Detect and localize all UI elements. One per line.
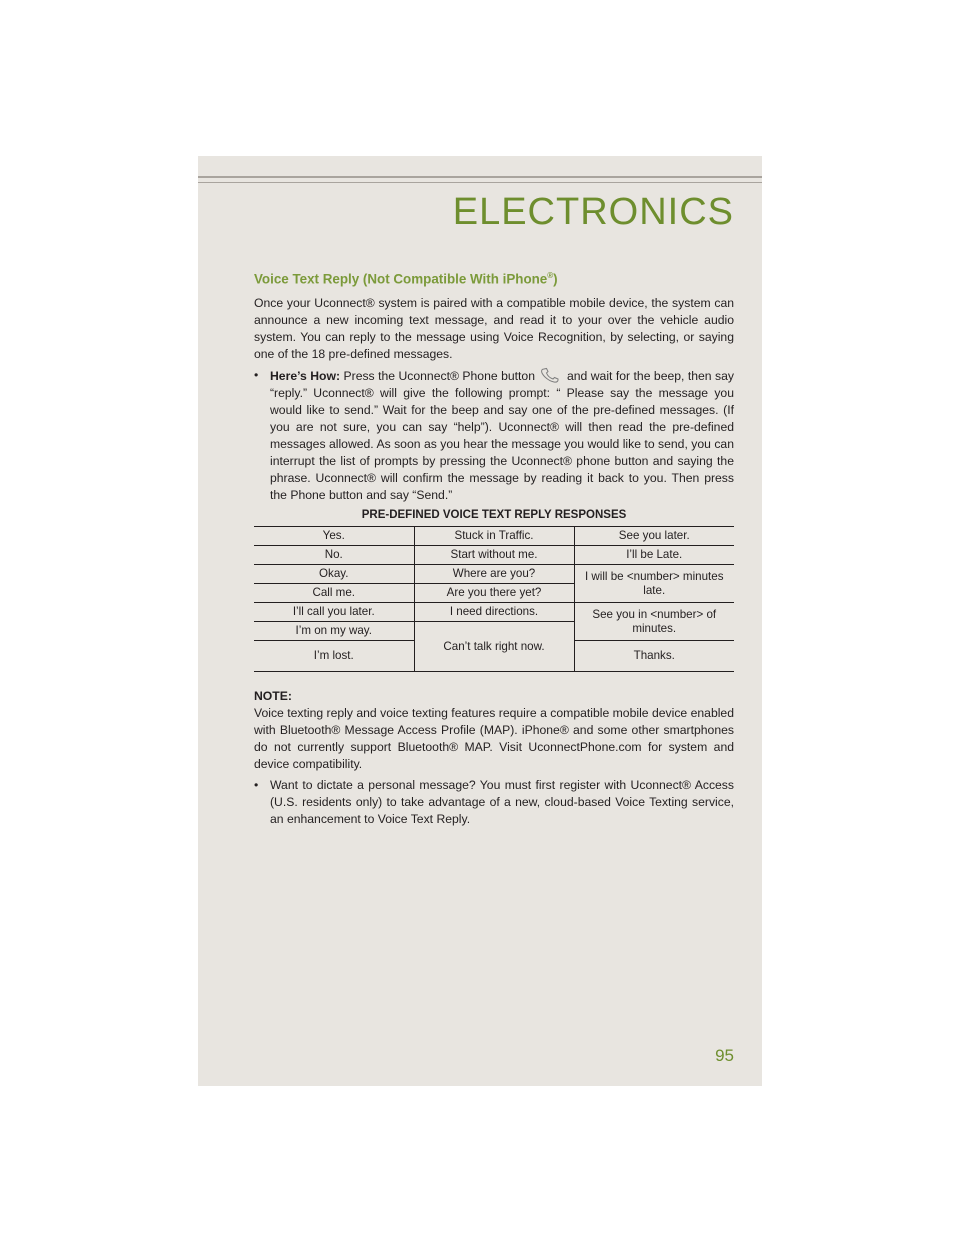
table-row [254,546,734,565]
howto-text-part2: and wait for the beep, then say “reply.” Uconnect® will give the following prompt: “ Please say the message you would like to send.” Wait for the beep and say one of the pre-defined messages. (If you are not sure, you can say “help”). Uconnect® will then read the pre-defined messages allowed. As soon as you hear the message you would like to send, you can interrupt the list of prompts by pressing the Uconnect® phone button and saying the phrase. Uconnect® will confirm the message by reading it back to you. Then press the Phone button and say “Send.” [270,369,734,503]
table-cell: Thanks. [574,641,734,672]
note-paragraph: Voice texting reply and voice texting features require a compatible mobile device enabled with Bluetooth® Message Access Profile (MAP). iPhone® and some other smartphones do not currently support Bluetooth® MAP. Visit UconnectPhone.com for system and device compatibility. [254,706,734,772]
table-cell: Okay. [319,567,349,581]
table-cell: See you later. [574,527,734,546]
note-bullet [254,777,734,828]
intro-paragraph: Once your Uconnect® system is paired with a compatible mobile device, the system can announce a new incoming text message, and read it to your over the vehicle audio system. You can reply to the message using Voice Recognition, by selecting, or saying one of the 18 pre-defined messages. [254,296,734,362]
table-cell: See you in <number> of minutes. [574,603,734,641]
subsection-heading [254,267,734,287]
table-title: PRE-DEFINED VOICE TEXT REPLY RESPONSES [361,509,627,522]
bullet-dot: • [254,778,259,793]
table-cell: Are you there yet? [414,584,574,603]
table-cell: I’ll be Late. [574,546,734,565]
howto-bullet [254,367,734,504]
table-cell: Where are you? [414,565,574,584]
header-rule-bottom [198,182,762,183]
table-cell: Stuck in Traffic. [414,527,574,546]
header-rule-top [198,176,762,178]
heading-registered-mark: ® [547,271,554,280]
note-label: NOTE: [254,689,292,704]
table-row [254,527,734,546]
table-cell: I’m lost. [313,649,354,663]
bullet-dot: • [254,368,259,383]
table-cell: No. [324,548,343,562]
table-row [254,603,734,622]
howto-text-part1: Press the Uconnect® Phone button [343,369,535,384]
table-cell: I will be <number> minutes late. [574,565,734,603]
table-cell: I’m on my way. [295,624,372,638]
howto-lead: Here’s How: [270,369,341,384]
section-title: ELECTRONICS [452,191,734,233]
table-cell: Can’t talk right now. [414,622,574,672]
table-cell: I’ll call you later. [292,605,375,619]
table-cell: Start without me. [414,546,574,565]
heading-close: ) [553,271,558,287]
page-number: 95 [715,1046,734,1065]
table-cell: I need directions. [414,603,574,622]
responses-table [254,526,734,672]
table-row [254,565,734,584]
heading-text: Voice Text Reply (Not Compatible With iPhone [254,271,548,287]
manual-page [198,156,762,1086]
phone-icon [539,367,563,383]
page-content [254,267,734,828]
note-bullet-text: Want to dictate a personal message? You must first register with Uconnect® Access (U.S. residents only) to take advantage of a new, cloud-based Voice Texting service, an enhancement to Voice Text Reply. [270,778,734,827]
table-cell: Call me. [312,586,356,600]
table-cell: Yes. [322,529,345,543]
